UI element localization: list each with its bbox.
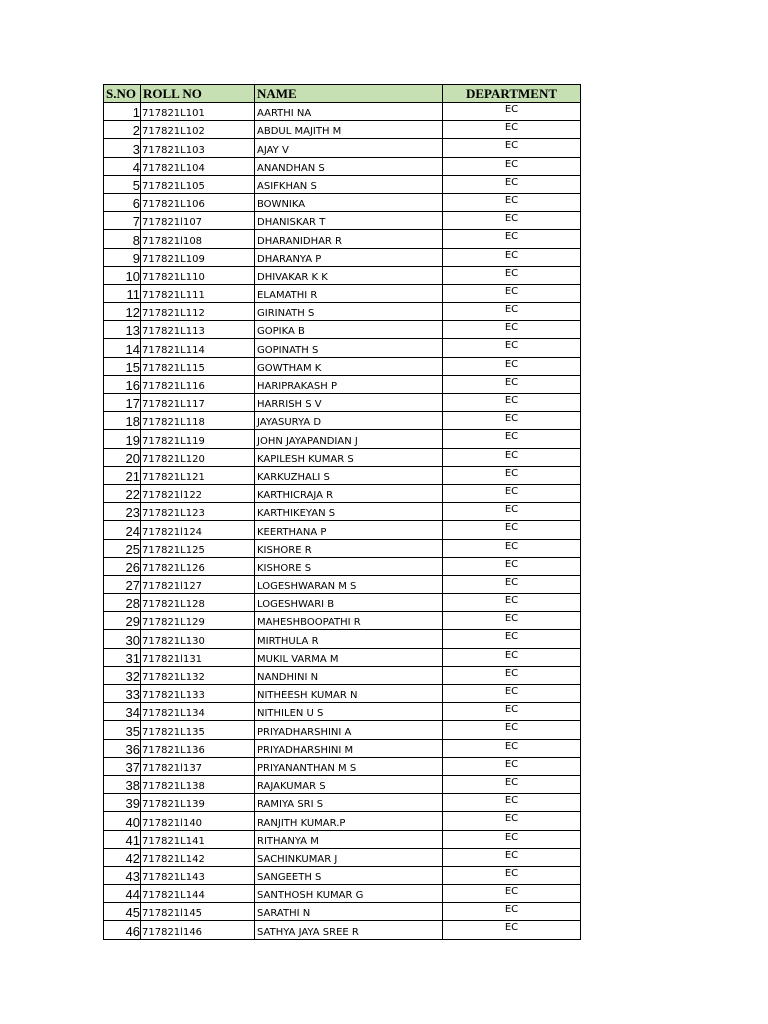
roll-no-cell: 717821L101 [141, 103, 255, 121]
name-cell: KARTHICRAJA R [255, 484, 443, 502]
roll-no-cell: 717821L138 [141, 775, 255, 793]
roll-no-cell: 717821L133 [141, 685, 255, 703]
roll-no-cell: 717821L116 [141, 375, 255, 393]
sno-cell: 39 [104, 794, 141, 812]
sno-cell: 22 [104, 484, 141, 502]
roll-no-cell: 717821L123 [141, 503, 255, 521]
sno-cell: 5 [104, 175, 141, 193]
department-cell: EC [443, 921, 581, 939]
name-cell: ELAMATHI R [255, 284, 443, 302]
table-row [104, 412, 581, 430]
name-cell: NANDHINI N [255, 666, 443, 684]
roll-no-cell: 717821L125 [141, 539, 255, 557]
roll-no-cell: 717821l145 [141, 903, 255, 921]
roll-no-cell: 717821L132 [141, 666, 255, 684]
department-cell: EC [443, 193, 581, 211]
department-cell: EC [443, 539, 581, 557]
sno-cell: 45 [104, 903, 141, 921]
roll-no-cell: 717821L115 [141, 357, 255, 375]
sno-cell: 10 [104, 266, 141, 284]
table-row [104, 812, 581, 830]
roll-no-cell: 717821l146 [141, 921, 255, 939]
table-row [104, 557, 581, 575]
name-cell: DHARANYA P [255, 248, 443, 266]
header-sno: S.NO [104, 85, 141, 103]
table-row [104, 757, 581, 775]
sno-cell: 24 [104, 521, 141, 539]
table-row [104, 903, 581, 921]
roll-no-cell: 717821L126 [141, 557, 255, 575]
sno-cell: 15 [104, 357, 141, 375]
roll-no-cell: 717821L112 [141, 303, 255, 321]
sno-cell: 8 [104, 230, 141, 248]
table-row [104, 284, 581, 302]
sno-cell: 2 [104, 121, 141, 139]
name-cell: PRIYANANTHAN M S [255, 757, 443, 775]
department-cell: EC [443, 630, 581, 648]
roll-no-cell: 717821L104 [141, 157, 255, 175]
department-cell: EC [443, 484, 581, 502]
name-cell: PRIYADHARSHINI M [255, 739, 443, 757]
department-cell: EC [443, 139, 581, 157]
name-cell: PRIYADHARSHINI A [255, 721, 443, 739]
roll-no-cell: 717821L136 [141, 739, 255, 757]
table-row [104, 830, 581, 848]
roll-no-cell: 717821L119 [141, 430, 255, 448]
department-cell: EC [443, 266, 581, 284]
sno-cell: 37 [104, 757, 141, 775]
name-cell: DHIVAKAR K K [255, 266, 443, 284]
department-cell: EC [443, 284, 581, 302]
department-cell: EC [443, 739, 581, 757]
name-cell: KARKUZHALI S [255, 466, 443, 484]
table-row [104, 375, 581, 393]
name-cell: GOWTHAM K [255, 357, 443, 375]
table-row [104, 157, 581, 175]
department-cell: EC [443, 666, 581, 684]
name-cell: RAMIYA SRI S [255, 794, 443, 812]
name-cell: MAHESHBOOPATHI R [255, 612, 443, 630]
roll-no-cell: 717821l108 [141, 230, 255, 248]
name-cell: KARTHIKEYAN S [255, 503, 443, 521]
table-row [104, 539, 581, 557]
table-row [104, 685, 581, 703]
table-row [104, 357, 581, 375]
table-row [104, 303, 581, 321]
name-cell: LOGESHWARI B [255, 594, 443, 612]
department-cell: EC [443, 357, 581, 375]
department-cell: EC [443, 648, 581, 666]
sno-cell: 40 [104, 812, 141, 830]
sno-cell: 44 [104, 885, 141, 903]
name-cell: GOPINATH S [255, 339, 443, 357]
name-cell: KAPILESH KUMAR S [255, 448, 443, 466]
table-row [104, 848, 581, 866]
table-row [104, 503, 581, 521]
table-row [104, 921, 581, 939]
department-cell: EC [443, 575, 581, 593]
name-cell: RAJAKUMAR S [255, 775, 443, 793]
name-cell: RITHANYA M [255, 830, 443, 848]
roll-no-cell: 717821L135 [141, 721, 255, 739]
name-cell: SANTHOSH KUMAR G [255, 885, 443, 903]
department-cell: EC [443, 212, 581, 230]
department-cell: EC [443, 557, 581, 575]
roll-no-cell: 717821L144 [141, 885, 255, 903]
sno-cell: 28 [104, 594, 141, 612]
table-row [104, 612, 581, 630]
name-cell: JAYASURYA D [255, 412, 443, 430]
department-cell: EC [443, 885, 581, 903]
sno-cell: 18 [104, 412, 141, 430]
table-row [104, 248, 581, 266]
name-cell: SARATHI N [255, 903, 443, 921]
table-row [104, 885, 581, 903]
department-cell: EC [443, 248, 581, 266]
name-cell: DHARANIDHAR R [255, 230, 443, 248]
name-cell: HARRISH S V [255, 394, 443, 412]
sno-cell: 14 [104, 339, 141, 357]
table-row [104, 321, 581, 339]
roll-no-cell: 717821L141 [141, 830, 255, 848]
roll-no-cell: 717821L134 [141, 703, 255, 721]
table-row [104, 139, 581, 157]
department-cell: EC [443, 503, 581, 521]
department-cell: EC [443, 848, 581, 866]
roll-no-cell: 717821L114 [141, 339, 255, 357]
roll-no-cell: 717821L139 [141, 794, 255, 812]
department-cell: EC [443, 685, 581, 703]
sno-cell: 30 [104, 630, 141, 648]
table-row [104, 230, 581, 248]
roll-no-cell: 717821L102 [141, 121, 255, 139]
table-row [104, 212, 581, 230]
department-cell: EC [443, 157, 581, 175]
table-row [104, 575, 581, 593]
roll-no-cell: 717821L142 [141, 848, 255, 866]
department-cell: EC [443, 121, 581, 139]
sno-cell: 16 [104, 375, 141, 393]
sno-cell: 38 [104, 775, 141, 793]
sno-cell: 35 [104, 721, 141, 739]
roll-no-cell: 717821l124 [141, 521, 255, 539]
roll-no-cell: 717821l122 [141, 484, 255, 502]
roll-no-cell: 717821L129 [141, 612, 255, 630]
table-row [104, 466, 581, 484]
department-cell: EC [443, 775, 581, 793]
roll-no-cell: 717821L143 [141, 866, 255, 884]
roll-no-cell: 717821L113 [141, 321, 255, 339]
department-cell: EC [443, 721, 581, 739]
sno-cell: 42 [104, 848, 141, 866]
department-cell: EC [443, 375, 581, 393]
department-cell: EC [443, 430, 581, 448]
table-row [104, 794, 581, 812]
department-cell: EC [443, 830, 581, 848]
name-cell: SATHYA JAYA SREE R [255, 921, 443, 939]
table-row [104, 866, 581, 884]
sno-cell: 43 [104, 866, 141, 884]
table-row [104, 739, 581, 757]
table-row [104, 193, 581, 211]
sno-cell: 3 [104, 139, 141, 157]
name-cell: BOWNIKA [255, 193, 443, 211]
sno-cell: 36 [104, 739, 141, 757]
roll-no-cell: 717821L106 [141, 193, 255, 211]
table-row [104, 630, 581, 648]
sno-cell: 6 [104, 193, 141, 211]
name-cell: ABDUL MAJITH M [255, 121, 443, 139]
sno-cell: 32 [104, 666, 141, 684]
header-row [104, 85, 581, 103]
header-name: NAME [255, 85, 443, 103]
roll-no-cell: 717821l107 [141, 212, 255, 230]
department-cell: EC [443, 794, 581, 812]
sno-cell: 31 [104, 648, 141, 666]
department-cell: EC [443, 466, 581, 484]
table-row [104, 703, 581, 721]
header-department: DEPARTMENT [443, 85, 581, 103]
name-cell: NITHEESH KUMAR N [255, 685, 443, 703]
roll-no-cell: 717821L130 [141, 630, 255, 648]
department-cell: EC [443, 394, 581, 412]
table-row [104, 648, 581, 666]
name-cell: KISHORE R [255, 539, 443, 557]
roll-no-cell: 717821l137 [141, 757, 255, 775]
roll-no-cell: 717821l131 [141, 648, 255, 666]
name-cell: LOGESHWARAN M S [255, 575, 443, 593]
name-cell: AARTHI NA [255, 103, 443, 121]
sno-cell: 34 [104, 703, 141, 721]
department-cell: EC [443, 303, 581, 321]
table-row [104, 721, 581, 739]
department-cell: EC [443, 230, 581, 248]
table-row [104, 175, 581, 193]
name-cell: HARIPRAKASH P [255, 375, 443, 393]
sno-cell: 21 [104, 466, 141, 484]
name-cell: MIRTHULA R [255, 630, 443, 648]
name-cell: KISHORE S [255, 557, 443, 575]
name-cell: JOHN JAYAPANDIAN J [255, 430, 443, 448]
roll-no-cell: 717821L120 [141, 448, 255, 466]
name-cell: RANJITH KUMAR.P [255, 812, 443, 830]
name-cell: DHANISKAR T [255, 212, 443, 230]
roll-no-cell: 717821l140 [141, 812, 255, 830]
name-cell: KEERTHANA P [255, 521, 443, 539]
table-row [104, 594, 581, 612]
sno-cell: 25 [104, 539, 141, 557]
roll-no-cell: 717821L110 [141, 266, 255, 284]
sno-cell: 13 [104, 321, 141, 339]
department-cell: EC [443, 339, 581, 357]
table-row [104, 266, 581, 284]
department-cell: EC [443, 757, 581, 775]
roll-no-cell: 717821L109 [141, 248, 255, 266]
table-row [104, 521, 581, 539]
roll-no-cell: 717821L118 [141, 412, 255, 430]
roll-no-cell: 717821L111 [141, 284, 255, 302]
sno-cell: 23 [104, 503, 141, 521]
name-cell: SANGEETH S [255, 866, 443, 884]
table-row [104, 448, 581, 466]
header-roll-no: ROLL NO [141, 85, 255, 103]
table-row [104, 775, 581, 793]
roll-no-cell: 717821L105 [141, 175, 255, 193]
table-row [104, 339, 581, 357]
sno-cell: 19 [104, 430, 141, 448]
name-cell: GOPIKA B [255, 321, 443, 339]
sno-cell: 17 [104, 394, 141, 412]
name-cell: SACHINKUMAR J [255, 848, 443, 866]
department-cell: EC [443, 703, 581, 721]
student-table [103, 84, 581, 940]
name-cell: ANANDHAN S [255, 157, 443, 175]
sno-cell: 41 [104, 830, 141, 848]
sno-cell: 9 [104, 248, 141, 266]
sno-cell: 4 [104, 157, 141, 175]
name-cell: ASIFKHAN S [255, 175, 443, 193]
roll-no-cell: 717821L128 [141, 594, 255, 612]
department-cell: EC [443, 812, 581, 830]
table-row [104, 394, 581, 412]
department-cell: EC [443, 412, 581, 430]
table-row [104, 121, 581, 139]
department-cell: EC [443, 866, 581, 884]
sno-cell: 46 [104, 921, 141, 939]
name-cell: MUKIL VARMA M [255, 648, 443, 666]
sno-cell: 12 [104, 303, 141, 321]
department-cell: EC [443, 321, 581, 339]
table-row [104, 666, 581, 684]
department-cell: EC [443, 521, 581, 539]
name-cell: GIRINATH S [255, 303, 443, 321]
department-cell: EC [443, 594, 581, 612]
sno-cell: 29 [104, 612, 141, 630]
roll-no-cell: 717821L121 [141, 466, 255, 484]
roll-no-cell: 717821L117 [141, 394, 255, 412]
sno-cell: 7 [104, 212, 141, 230]
sno-cell: 20 [104, 448, 141, 466]
table-row [104, 484, 581, 502]
sno-cell: 26 [104, 557, 141, 575]
sno-cell: 33 [104, 685, 141, 703]
department-cell: EC [443, 103, 581, 121]
sno-cell: 27 [104, 575, 141, 593]
table-row [104, 103, 581, 121]
name-cell: NITHILEN U S [255, 703, 443, 721]
department-cell: EC [443, 903, 581, 921]
roll-no-cell: 717821l127 [141, 575, 255, 593]
table-row [104, 430, 581, 448]
department-cell: EC [443, 175, 581, 193]
name-cell: AJAY V [255, 139, 443, 157]
sno-cell: 11 [104, 284, 141, 302]
department-cell: EC [443, 612, 581, 630]
department-cell: EC [443, 448, 581, 466]
sno-cell: 1 [104, 103, 141, 121]
roll-no-cell: 717821L103 [141, 139, 255, 157]
